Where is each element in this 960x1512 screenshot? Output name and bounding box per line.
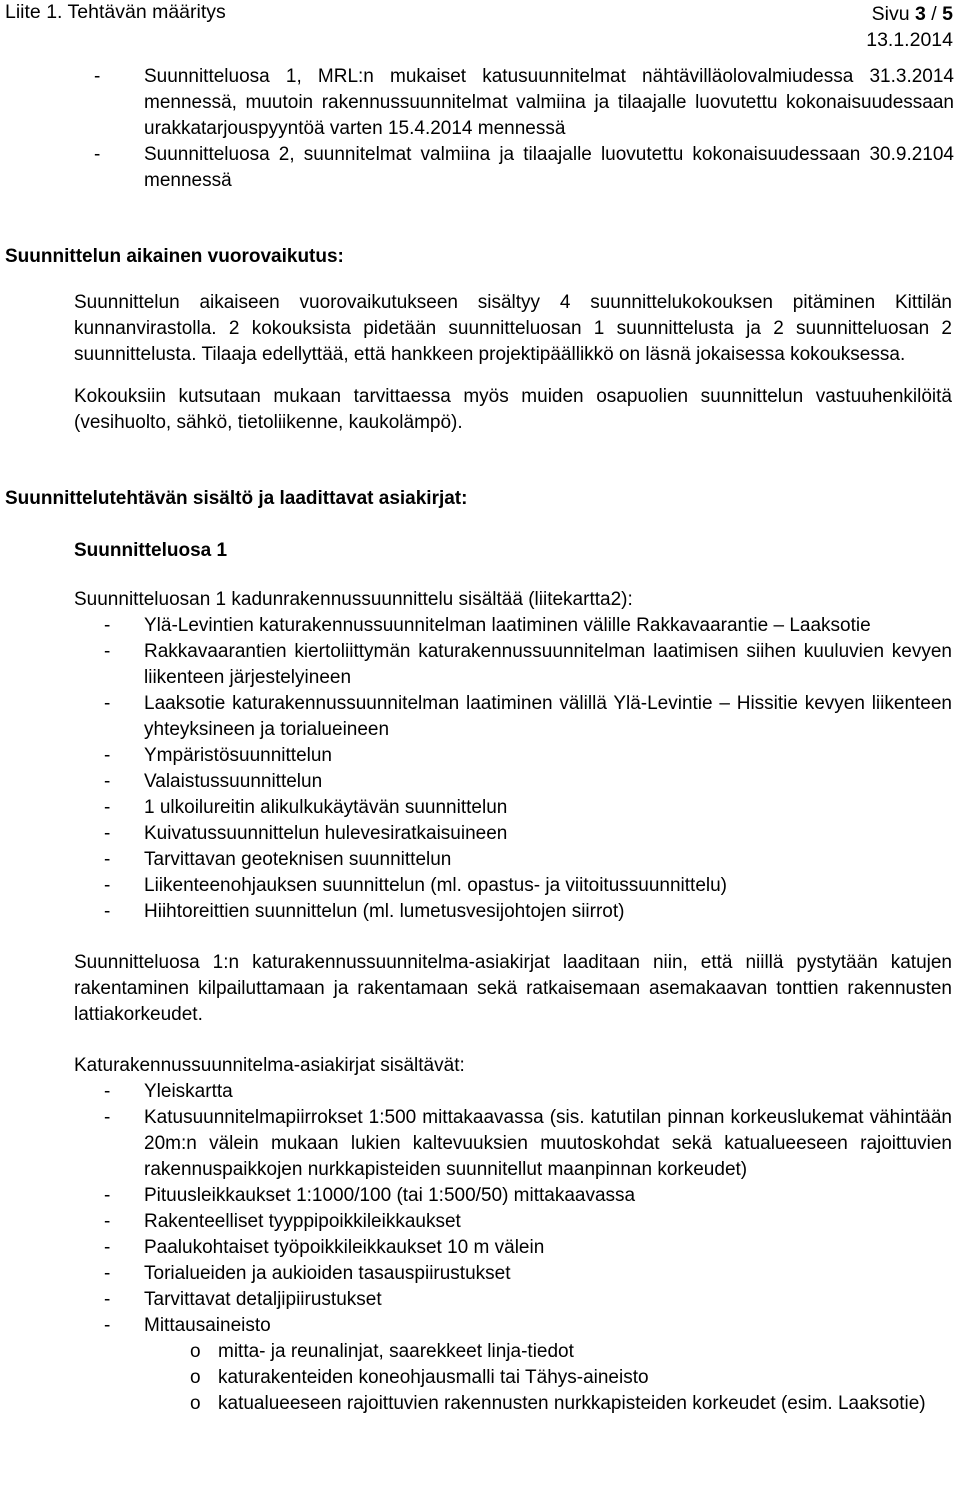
list-item: - Torialueiden ja aukioiden tasauspiirustukset [104, 1263, 511, 1284]
document-date: 13.1.2014 [866, 29, 953, 51]
sub-list-item: o mitta- ja reunalinjat, saarekkeet linja-tiedot [0, 1339, 960, 1365]
documents-intro: Katurakennussuunnitelma-asiakirjat sisältävät: [74, 1055, 465, 1076]
list-item: - Tarvittavat detaljipiirustukset [104, 1289, 382, 1310]
sub-list-item: o katualueeseen rajoittuvien rakennusten nurkkapisteiden korkeudet (esim. Laaksotie) [0, 1391, 960, 1417]
documents-list [0, 1079, 960, 1339]
list-item: - Paalukohtaiset työpoikkileikkaukset 10 m välein [104, 1237, 545, 1258]
document-title: Liite 1. Tehtävän määritys [5, 1, 226, 23]
bullet-icon: o [190, 1367, 201, 1388]
list-item: - Pituusleikkaukset 1:1000/100 (tai 1:500/50) mittakaavassa [104, 1185, 636, 1206]
list-item: - Ympäristösuunnittelun [104, 745, 332, 766]
list-item: - Valaistussuunnittelun [104, 771, 323, 792]
list-item: - Suunnitteluosa 2, suunnitelmat valmiina ja tilaajalle luovutettu kokonaisuudessaan 30.9.2104 mennessä [94, 144, 954, 191]
description-paragraph: Suunnitteluosa 1:n katurakennussuunnitelma-asiakirjat laaditaan niin, että niillä pystytään katujen rakentaminen kilpailuttamaan ja rakentamaan sekä ratkaisemaan asemakaavan tonttien rakennusten lattiakorkeudet. [74, 952, 952, 1025]
list-item: - Hiihtoreittien suunnittelun (ml. lumetusvesijohtojen siirrot) [104, 901, 625, 922]
list-item: - Tarvittavan geoteknisen suunnittelun [104, 849, 452, 870]
list-item: - Laaksotie katurakennussuunnitelman laatiminen välillä Ylä-Levintie – Hissitie kevyen liikenteen yhteyksineen ja torialueineen [104, 693, 952, 740]
interaction-paragraph-2: Kokouksiin kutsutaan mukaan tarvittaessa myös muiden osapuolien suunnittelun vastuuhenkilöitä (vesihuolto, sähkö, tietoliikenne, kaukolämpö). [74, 386, 952, 433]
page-header [5, 0, 955, 51]
list-item: - Kuivatussuunnittelun hulevesiratkaisuineen [104, 823, 508, 844]
list-item: - Ylä-Levintien katurakennussuunnitelman laatiminen välille Rakkavaarantie – Laaksotie [104, 615, 871, 636]
section-heading-interaction: Suunnittelun aikainen vuorovaikutus: [5, 246, 344, 267]
bullet-icon: o [190, 1393, 201, 1414]
page-content [0, 64, 960, 1417]
sub-list-item: o katurakenteiden koneohjausmalli tai Tähys-aineisto [0, 1365, 960, 1391]
list-item: - Rakenteelliset tyyppipoikkileikkaukset [104, 1211, 461, 1232]
bullet-icon: o [190, 1341, 201, 1362]
list-item: - Mittausaineisto [104, 1315, 271, 1336]
intro-text: Suunnitteluosan 1 kadunrakennussuunnittelu sisältää (liitekartta2): [74, 589, 633, 610]
measurement-sublist [0, 1339, 960, 1417]
list-item: - 1 ulkoilureitin alikulkukäytävän suunnittelun [104, 797, 508, 818]
list-item: - Rakkavaarantien kiertoliittymän katurakennussuunnitelman laatimisen siihen kuuluvien kevyen liikenteen järjestelyineen [104, 641, 952, 688]
subsection-heading: Suunnitteluosa 1 [74, 540, 228, 561]
page-info [866, 1, 953, 53]
section-heading-content: Suunnittelutehtävän sisältö ja laadittavat asiakirjat: [5, 488, 468, 509]
list-item: - Suunnitteluosa 1, MRL:n mukaiset katusuunnitelmat nähtävilläolovalmiudessa 31.3.2014 mennessä, muutoin rakennussuunnitelmat valmiina ja tilaajalle luovutettu kokonaisuudessaan urakkatarjouspyyntöä varten 15.4.2014 mennessä [94, 66, 954, 139]
list-item: - Katusuunnitelmapiirrokset 1:500 mittakaavassa (sis. katutilan pinnan korkeuslukemat vähintään 20m:n välein mukaan lukien kaltevuuksien muutoskohdat sekä katualueeseen rajoittuvien rakennuspaikkojen nurkkapisteiden suunnitellut maanpinnan korkeudet) [104, 1107, 952, 1180]
schedule-list [0, 64, 960, 194]
list-item: - Yleiskartta [104, 1081, 233, 1102]
interaction-paragraph-1: Suunnittelun aikaiseen vuorovaikutukseen sisältyy 4 suunnittelukokouksen pitäminen Kittilän kunnanvirastolla. 2 kokouksista pidetään suunnitteluosan 1 suunnittelusta ja 2 suunnitteluosan 2 suunnittelusta. Tilaaja edellyttää, että hankkeen projektipäällikkö on läsnä jokaisessa kokouksessa. [74, 292, 952, 365]
page-number: Sivu 3 / 5 [871, 3, 953, 25]
design-items-list [0, 613, 960, 925]
list-item: - Liikenteenohjauksen suunnittelun (ml. opastus- ja viitoitussuunnittelu) [104, 875, 728, 896]
